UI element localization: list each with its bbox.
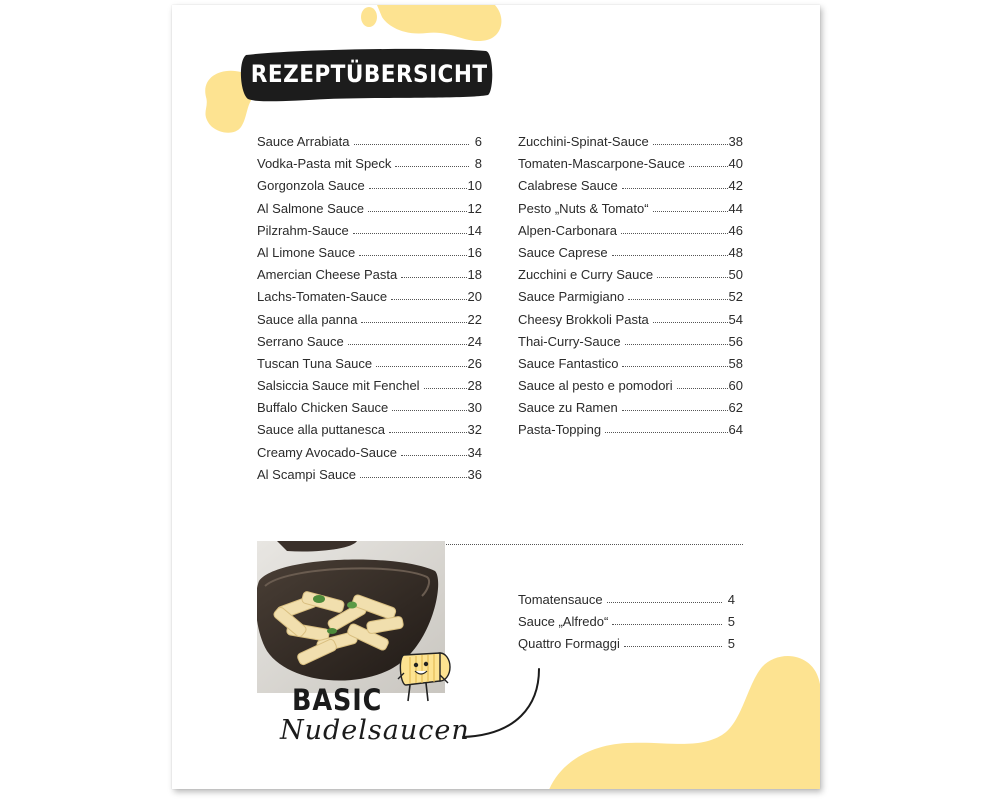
toc-entry — [257, 400, 482, 422]
toc-entry-page: 36 — [467, 466, 482, 482]
recipe-overview-page — [172, 5, 820, 789]
toc-entry-title: Sauce alla puttanesca — [257, 422, 385, 438]
toc-entry — [257, 422, 482, 444]
toc-entry-page: 58 — [728, 355, 743, 371]
toc-entry — [518, 614, 735, 636]
toc-entry-title: Pesto „Nuts & Tomato“ — [518, 200, 649, 216]
toc-leader-dots — [353, 230, 467, 234]
toc-leader-dots — [376, 363, 466, 367]
toc-leader-dots — [348, 341, 467, 345]
toc-entry-page: 20 — [467, 289, 482, 305]
toc-leader-dots — [368, 208, 467, 212]
toc-entry — [257, 467, 482, 489]
toc-entry-title: Tomatensauce — [518, 592, 603, 607]
toc-entry-title: Sauce alla panna — [257, 311, 358, 327]
toc-entry-page: 56 — [728, 333, 743, 349]
toc-entry — [257, 201, 482, 223]
toc-leader-dots — [361, 319, 466, 323]
toc-entry-page: 26 — [467, 355, 482, 371]
toc-entry-page: 42 — [728, 178, 743, 194]
toc-entry-title: Sauce Fantastico — [518, 355, 619, 371]
toc-leader-dots — [677, 385, 728, 389]
toc-entry — [257, 356, 482, 378]
toc-entry — [257, 134, 482, 156]
toc-entry-title: Creamy Avocado-Sauce — [257, 444, 397, 460]
toc-entry-title: Calabrese Sauce — [518, 178, 618, 194]
toc-leader-dots — [360, 474, 467, 478]
toc-entry-page: 5 — [727, 636, 735, 652]
toc-column-basic — [518, 592, 735, 659]
toc-entry — [518, 334, 743, 356]
toc-entry-title: Cheesy Brokkoli Pasta — [518, 311, 649, 327]
toc-entry-page: 24 — [467, 333, 482, 349]
toc-leader-dots — [354, 141, 469, 145]
toc-entry-title: Sauce zu Ramen — [518, 400, 618, 416]
basic-section-title: BASIC — [292, 683, 383, 717]
pasta-mascot-icon — [396, 645, 452, 707]
toc-leader-dots — [401, 452, 467, 456]
toc-entry-title: Sauce Parmigiano — [518, 289, 625, 305]
toc-entry-page: 6 — [474, 134, 482, 149]
toc-entry-title: Zucchini e Curry Sauce — [518, 267, 654, 283]
toc-entry — [257, 178, 482, 200]
toc-entry-title: Amercian Cheese Pasta — [257, 267, 398, 283]
toc-entry-page: 4 — [727, 592, 735, 607]
toc-entry-page: 34 — [467, 444, 482, 460]
toc-entry — [518, 356, 743, 378]
toc-entry — [257, 312, 482, 334]
curved-arrow-icon — [457, 665, 547, 745]
toc-entry — [257, 334, 482, 356]
toc-entry — [257, 378, 482, 400]
toc-entry-page: 14 — [467, 222, 482, 238]
toc-leader-dots — [628, 296, 727, 300]
toc-entry-title: Salsiccia Sauce mit Fenchel — [257, 378, 420, 394]
toc-entry-page: 40 — [728, 156, 743, 172]
toc-entry-title: Al Limone Sauce — [257, 244, 356, 260]
toc-leader-dots — [653, 141, 728, 145]
toc-entry — [518, 378, 743, 400]
toc-leader-dots — [653, 208, 728, 212]
toc-entry — [257, 223, 482, 245]
toc-leader-dots — [391, 296, 466, 300]
toc-leader-dots — [359, 252, 466, 256]
toc-entry-page: 22 — [467, 311, 482, 327]
toc-entry — [518, 636, 735, 658]
toc-leader-dots — [657, 274, 727, 278]
toc-leader-dots — [689, 163, 728, 167]
toc-entry — [257, 245, 482, 267]
toc-entry — [518, 223, 743, 245]
toc-entry — [257, 289, 482, 311]
toc-leader-dots — [612, 252, 728, 256]
toc-entry-title: Pilzrahm-Sauce — [257, 222, 349, 238]
toc-entry — [518, 312, 743, 334]
toc-entry — [518, 245, 743, 267]
toc-entry-page: 28 — [467, 378, 482, 394]
toc-leader-dots — [625, 341, 728, 345]
toc-entry — [257, 267, 482, 289]
toc-leader-dots — [622, 363, 727, 367]
toc-entry-title: Quattro Formaggi — [518, 636, 620, 652]
toc-entry-title: Al Scampi Sauce — [257, 466, 356, 482]
toc-leader-dots — [395, 163, 469, 167]
toc-leader-dots — [653, 319, 728, 323]
toc-entry — [518, 289, 743, 311]
toc-entry-page: 60 — [728, 378, 743, 394]
toc-entry — [518, 134, 743, 156]
toc-entry-page: 52 — [728, 289, 743, 305]
toc-entry-title: Lachs-Tomaten-Sauce — [257, 289, 388, 305]
toc-entry-page: 5 — [727, 614, 735, 630]
basic-section-subtitle: Nudelsaucen — [280, 715, 470, 746]
toc-entry-page: 44 — [728, 200, 743, 216]
toc-leader-dots — [389, 429, 467, 433]
toc-entry-title: Al Salmone Sauce — [257, 200, 364, 216]
toc-leader-dots — [621, 230, 728, 234]
toc-entry-page: 50 — [728, 267, 743, 283]
toc-entry — [257, 445, 482, 467]
toc-entry — [257, 156, 482, 178]
toc-entry-title: Tomaten-Mascarpone-Sauce — [518, 156, 685, 172]
toc-entry-page: 12 — [467, 200, 482, 216]
toc-entry-page: 38 — [728, 134, 743, 149]
yellow-blob-bottom-right — [547, 655, 820, 789]
toc-entry-page: 62 — [728, 400, 743, 416]
toc-entry — [518, 267, 743, 289]
title-banner — [238, 47, 494, 105]
toc-entry-title: Buffalo Chicken Sauce — [257, 400, 389, 416]
toc-entry-title: Vodka-Pasta mit Speck — [257, 156, 392, 172]
toc-leader-dots — [401, 274, 466, 278]
toc-leader-dots — [624, 643, 722, 647]
toc-column-left — [257, 134, 482, 489]
toc-column-right — [518, 134, 743, 445]
toc-entry-title: Gorgonzola Sauce — [257, 178, 365, 194]
toc-leader-dots — [392, 407, 466, 411]
toc-leader-dots — [622, 185, 728, 189]
toc-entry-page: 46 — [728, 222, 743, 238]
toc-entry-page: 30 — [467, 400, 482, 416]
toc-leader-dots — [605, 429, 727, 433]
toc-entry-page: 16 — [467, 244, 482, 260]
toc-entry-title: Zucchini-Spinat-Sauce — [518, 134, 649, 149]
toc-entry-title: Serrano Sauce — [257, 333, 344, 349]
toc-entry — [518, 178, 743, 200]
toc-leader-dots — [612, 621, 722, 625]
toc-entry-title: Sauce Arrabiata — [257, 134, 350, 149]
toc-entry-page: 64 — [728, 422, 743, 438]
toc-entry-title: Sauce al pesto e pomodori — [518, 378, 673, 394]
toc-entry-page: 32 — [467, 422, 482, 438]
toc-entry-page: 48 — [728, 244, 743, 260]
toc-entry-title: Tuscan Tuna Sauce — [257, 355, 373, 371]
toc-leader-dots — [622, 407, 728, 411]
toc-entry-title: Sauce „Alfredo“ — [518, 614, 609, 630]
toc-entry-page: 18 — [467, 267, 482, 283]
toc-entry-page: 8 — [474, 156, 482, 172]
toc-leader-dots — [369, 185, 467, 189]
toc-entry — [518, 422, 743, 444]
toc-entry-title: Thai-Curry-Sauce — [518, 333, 621, 349]
page-title: REZEPTÜBERSICHT — [250, 60, 488, 88]
toc-entry-title: Alpen-Carbonara — [518, 222, 618, 238]
toc-entry-title: Pasta-Topping — [518, 422, 602, 438]
toc-leader-dots — [424, 385, 467, 389]
toc-entry-title: Sauce Caprese — [518, 244, 608, 260]
toc-entry-page: 10 — [467, 178, 482, 194]
toc-entry — [518, 201, 743, 223]
toc-entry — [518, 592, 735, 614]
toc-entry-page: 54 — [728, 311, 743, 327]
toc-entry — [518, 400, 743, 422]
toc-entry — [518, 156, 743, 178]
toc-leader-dots — [607, 599, 722, 603]
